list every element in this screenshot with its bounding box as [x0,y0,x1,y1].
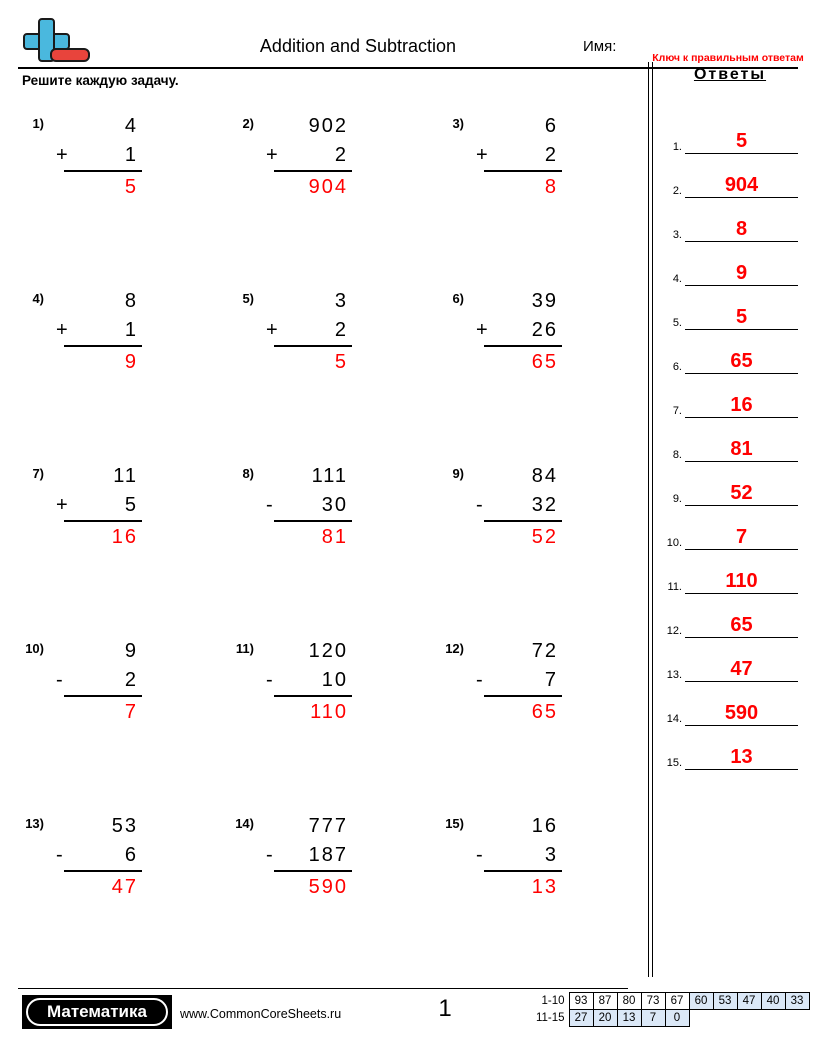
answer-row-number: 5. [672,317,682,329]
problem-stack [474,637,562,727]
answer-row-number: 1. [672,141,682,153]
problem-stack [54,462,142,552]
page-title: Addition and Subtraction [259,36,457,56]
answer-row-value[interactable]: 65 [685,612,798,638]
operator: - [266,669,273,691]
problem-stack [474,462,562,552]
footer-divider [18,988,628,989]
operand-top: 902 [308,115,348,137]
brand-logo [22,995,172,1029]
problems-grid [10,112,640,952]
score-cell-empty [737,1010,761,1027]
sum-rule [64,870,142,872]
problem-number: 4) [32,291,44,306]
answer-row [660,154,800,198]
answer-row-number: 3. [672,229,682,241]
score-cell: 47 [737,993,761,1010]
score-table [529,992,810,1027]
answer-row-value[interactable]: 110 [685,568,798,594]
problem-number: 1) [32,116,44,131]
answer-value: 65 [531,351,558,373]
operator: + [56,319,68,341]
operand-bottom-row [474,491,562,520]
answer-row-value[interactable]: 5 [685,128,798,154]
operator: - [476,669,483,691]
score-table-row [529,1010,809,1027]
answer-value: 9 [124,351,138,373]
problem-number: 12) [445,641,464,656]
operand-top: 84 [531,465,558,487]
problem-item [220,112,410,212]
problem-item [10,112,200,212]
answer-row-value[interactable]: 590 [685,700,798,726]
operand-top: 4 [124,115,138,137]
operand-bottom-row [264,841,352,870]
operand-bottom-row [474,666,562,695]
problem-number: 6) [452,291,464,306]
problem-item [430,462,620,562]
site-url: www.CommonCoreSheets.ru [180,1007,342,1021]
operand-bottom-row [474,316,562,345]
plus-minus-icon [18,16,90,66]
answer-row [660,594,800,638]
problem-row [10,287,640,387]
answer-row-number: 10. [666,537,682,549]
problem-row [10,462,640,562]
operand-top: 11 [113,465,138,487]
answer-key-badge: Ключ к правильным ответам [652,52,804,64]
operand-bottom-row [54,141,142,170]
problem-number: 15) [445,816,464,831]
problem-item [430,637,620,737]
score-cell: 20 [593,1010,617,1027]
answer-value: 8 [544,176,558,198]
operand-bottom-row [54,316,142,345]
answer-value: 16 [111,526,138,548]
operand-bottom-row [264,666,352,695]
answer-value: 13 [531,876,558,898]
answer-value: 904 [308,176,348,198]
answer-value: 7 [124,701,138,723]
sum-rule [274,695,352,697]
operator: - [56,844,63,866]
answer-row [660,242,800,286]
score-cell: 27 [569,1010,593,1027]
minus-bar [50,48,90,62]
answer-row [660,506,800,550]
answer-row [660,550,800,594]
page-header [18,16,804,68]
problem-stack [264,112,352,202]
score-cell: 67 [665,993,689,1010]
answer-row-value[interactable]: 52 [685,480,798,506]
problem-item [10,462,200,562]
problem-number: 2) [242,116,254,131]
sum-rule [484,170,562,172]
problem-number: 14) [235,816,254,831]
operand-top: 9 [124,640,138,662]
sum-rule [274,870,352,872]
score-cell: 73 [641,993,665,1010]
answer-row [660,286,800,330]
problem-stack [474,812,562,902]
sum-rule [64,520,142,522]
answer-row [660,682,800,726]
operand-top: 6 [544,115,558,137]
problem-row [10,812,640,912]
operand-bottom: 187 [308,844,348,866]
answer-row [660,462,800,506]
score-cell: 7 [641,1010,665,1027]
vertical-section-divider [648,62,653,977]
operator: + [266,319,278,341]
operand-bottom: 30 [321,494,348,516]
operand-bottom: 7 [544,669,558,691]
operand-bottom-row [264,491,352,520]
operand-bottom-row [474,141,562,170]
score-range-label: 11-15 [535,1012,565,1024]
answer-row-value[interactable]: 81 [685,436,798,462]
operand-top: 8 [124,290,138,312]
score-cell: 53 [713,993,737,1010]
operator: + [56,494,68,516]
operand-top: 120 [308,640,348,662]
problem-row [10,112,640,212]
operand-top: 111 [311,465,348,487]
answer-row-value[interactable]: 5 [685,304,798,330]
operand-top: 39 [531,290,558,312]
problem-stack [54,112,142,202]
operand-bottom: 1 [124,144,138,166]
problem-item [220,287,410,387]
operator: + [476,319,488,341]
problem-stack [54,812,142,902]
operand-bottom-row [54,841,142,870]
score-range-label: 1-10 [541,995,565,1007]
sum-rule [484,520,562,522]
operand-bottom-row [54,666,142,695]
operator: - [266,844,273,866]
answer-row-number: 6. [672,361,682,373]
answer-value: 590 [308,876,348,898]
answer-row-value[interactable]: 9 [685,260,798,286]
problem-stack [54,637,142,727]
problem-item [430,112,620,212]
answer-value: 47 [111,876,138,898]
instruction-text: Решите каждую задачу. [22,73,179,88]
score-cell: 60 [689,993,713,1010]
problem-stack [264,812,352,902]
answer-value: 5 [334,351,348,373]
answer-value: 5 [124,176,138,198]
operator: + [476,144,488,166]
problem-number: 8) [242,466,254,481]
problem-item [10,287,200,387]
answer-row-number: 4. [672,273,682,285]
sum-rule [64,345,142,347]
operator: + [266,144,278,166]
answer-key-title: Ответы [693,66,767,83]
sum-rule [64,695,142,697]
answer-row-value[interactable]: 7 [685,524,798,550]
answer-row [660,638,800,682]
problem-stack [474,112,562,202]
operand-bottom: 26 [531,319,558,341]
operator: - [56,669,63,691]
answer-row [660,330,800,374]
answer-value: 52 [531,526,558,548]
operand-bottom: 32 [531,494,558,516]
operator: - [476,494,483,516]
operand-bottom: 1 [124,319,138,341]
problem-stack [264,637,352,727]
problem-item [220,637,410,737]
answer-key-panel [660,66,800,769]
problem-number: 10) [25,641,44,656]
answer-row [660,418,800,462]
operand-bottom: 2 [334,319,348,341]
page-number: 1 [438,995,452,1022]
problem-item [430,287,620,387]
problem-row [10,637,640,737]
score-cell: 80 [617,993,641,1010]
operand-top: 777 [308,815,348,837]
brand-label: Математика [26,998,168,1026]
score-cell: 87 [593,993,617,1010]
answer-row-value[interactable]: 8 [685,216,798,242]
sum-rule [484,695,562,697]
operand-top: 72 [531,640,558,662]
score-cell: 40 [761,993,785,1010]
problem-stack [264,462,352,552]
answer-row-value[interactable]: 65 [685,348,798,374]
score-cell-empty [689,1010,713,1027]
answer-row-value[interactable]: 904 [685,172,798,198]
operand-bottom-row [474,841,562,870]
sum-rule [274,170,352,172]
problem-item [220,462,410,562]
answer-row-number: 9. [672,493,682,505]
operand-bottom-row [264,141,352,170]
answer-row-number: 13. [666,669,682,681]
problem-number: 9) [452,466,464,481]
score-cell: 33 [785,993,809,1010]
operand-bottom: 5 [124,494,138,516]
answer-row-number: 2. [672,185,682,197]
answer-value: 110 [310,701,348,723]
problem-number: 7) [32,466,44,481]
score-cell: 0 [665,1010,689,1027]
sum-rule [484,345,562,347]
answer-row-number: 11. [667,581,682,593]
answer-row-number: 7. [672,405,682,417]
operand-bottom: 10 [321,669,348,691]
sum-rule [64,170,142,172]
operand-bottom-row [264,316,352,345]
sum-rule [274,520,352,522]
answer-row-value[interactable]: 16 [685,392,798,418]
operand-bottom: 3 [544,844,558,866]
answer-row-value[interactable]: 47 [685,656,798,682]
score-cell: 13 [617,1010,641,1027]
operator: - [266,494,273,516]
score-cell-empty [713,1010,737,1027]
answer-row [660,726,800,770]
problem-stack [474,287,562,377]
operator: - [476,844,483,866]
name-label: Имя: [583,38,617,55]
answer-row-number: 8. [672,449,682,461]
problem-number: 3) [452,116,464,131]
answer-row [660,110,800,154]
problem-item [430,812,620,912]
problem-number: 13) [25,816,44,831]
answer-value: 65 [531,701,558,723]
answer-row [660,374,800,418]
score-cell: 93 [569,993,593,1010]
problem-stack [54,287,142,377]
operand-top: 3 [334,290,348,312]
problem-stack [264,287,352,377]
problem-item [10,637,200,737]
operand-top: 16 [531,815,558,837]
answer-row-number: 14. [666,713,682,725]
score-table-row [529,993,809,1010]
score-cell-empty [785,1010,809,1027]
operand-bottom: 2 [544,144,558,166]
answer-row [660,198,800,242]
problem-number: 11) [235,641,254,656]
answer-row-number: 12. [666,625,682,637]
operand-bottom: 2 [334,144,348,166]
operand-bottom: 2 [124,669,138,691]
operand-bottom-row [54,491,142,520]
answer-value: 81 [321,526,348,548]
answer-row-value[interactable]: 13 [685,744,798,770]
answer-row-number: 15. [666,757,682,769]
sum-rule [484,870,562,872]
score-cell-empty [761,1010,785,1027]
sum-rule [274,345,352,347]
problem-item [10,812,200,912]
operator: + [56,144,68,166]
operand-top: 53 [111,815,138,837]
problem-number: 5) [242,291,254,306]
operand-bottom: 6 [124,844,138,866]
problem-item [220,812,410,912]
